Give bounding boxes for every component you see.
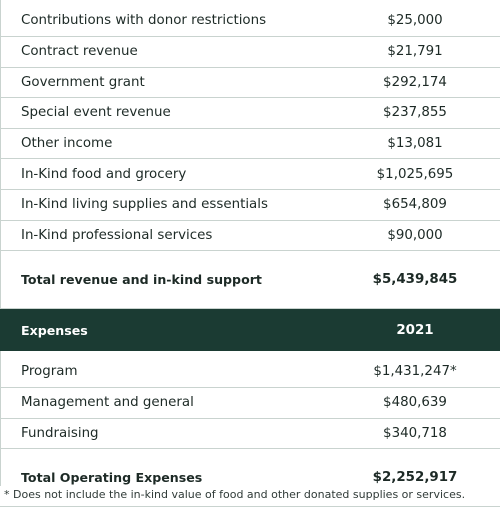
table-row	[0, 190, 500, 221]
row-label: Contract revenue	[21, 44, 138, 60]
row-value: $1,431,247*	[373, 364, 457, 380]
revenue-total-label: Total revenue and in-kind support	[21, 272, 262, 288]
row-value: $654,809	[383, 197, 447, 213]
row-value: $1,025,695	[376, 166, 454, 182]
row-label: Special event revenue	[21, 105, 171, 121]
row-value: $21,791	[387, 44, 443, 60]
row-label: In-Kind professional services	[21, 227, 213, 243]
row-label: Management and general	[21, 395, 194, 411]
row-value: $25,000	[387, 12, 443, 28]
table-row	[0, 159, 500, 190]
table-row	[0, 351, 500, 388]
table-row	[0, 129, 500, 160]
footnote: * Does not include the in-kind value of food and other donated supplies or services.	[4, 488, 466, 501]
expenses-header-label: Expenses	[21, 322, 88, 338]
table-row	[0, 98, 500, 129]
row-label: In-Kind food and grocery	[21, 166, 187, 182]
expenses-header-row	[0, 309, 500, 351]
revenue-total-value: $5,439,845	[372, 272, 458, 288]
table-row	[0, 388, 500, 419]
row-value: $340,718	[383, 426, 447, 442]
row-label: Fundraising	[21, 426, 99, 442]
revenue-total-row	[0, 251, 500, 309]
row-label: Other income	[21, 136, 113, 152]
row-label: Government grant	[21, 74, 145, 90]
row-label: Program	[21, 364, 78, 380]
table-row	[0, 0, 500, 37]
expense-total-label: Total Operating Expenses	[21, 470, 203, 486]
row-value: $90,000	[387, 227, 443, 243]
table-row	[0, 419, 500, 450]
row-label: Contributions with donor restrictions	[21, 12, 267, 28]
row-value: $237,855	[383, 105, 447, 121]
table-row	[0, 68, 500, 99]
row-label: In-Kind living supplies and essentials	[21, 197, 268, 213]
expenses-header-year: 2021	[396, 322, 434, 338]
row-value: $292,174	[383, 74, 447, 90]
row-value: $480,639	[383, 395, 447, 411]
row-value: $13,081	[387, 136, 443, 152]
table-row	[0, 221, 500, 252]
expense-total-value: $2,252,917	[372, 470, 458, 486]
table-row	[0, 37, 500, 68]
